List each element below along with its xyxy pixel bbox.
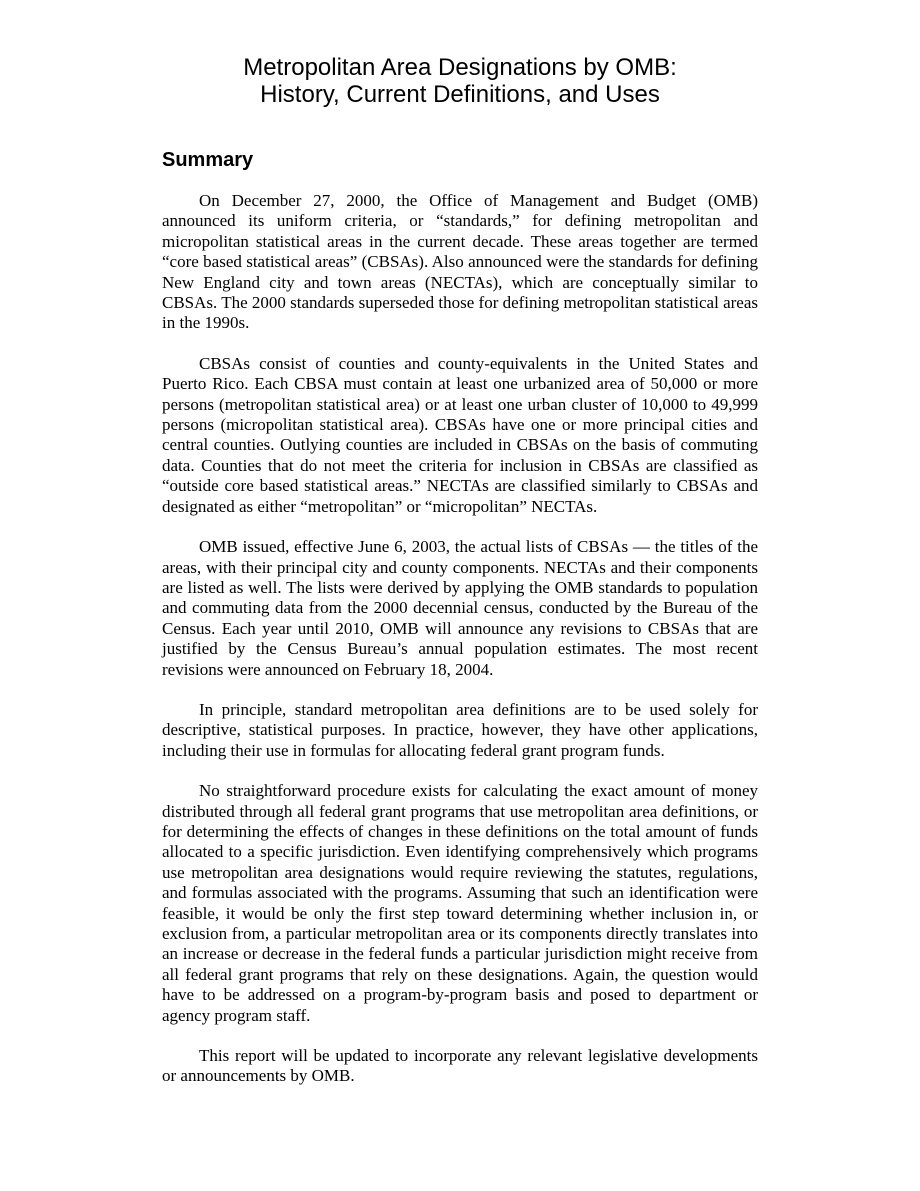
summary-paragraph-6: This report will be updated to incorporate any relevant legislative developments or announcements by OMB. <box>162 1046 758 1086</box>
summary-paragraph-4: In principle, standard metropolitan area definitions are to be used solely for descriptive, statistical purposes. In practice, however, they have other applications, including their use in formulas for allocating federal grant program funds. <box>162 699 758 760</box>
document-title <box>162 54 758 108</box>
title-line-2: History, Current Definitions, and Uses <box>260 81 660 108</box>
summary-paragraph-2: CBSAs consist of counties and county-equivalents in the United States and Puerto Rico. Each CBSA must contain at least one urbanized area of 50,000 or more persons (metropolitan statistical area) or at least one urban cluster of 10,000 to 49,999 persons (micropolitan statistical area). CBSAs have one or more principal cities and central counties. Outlying counties are included in CBSAs on the basis of commuting data. Counties that do not meet the criteria for inclusion in CBSAs are classified as “outside core based statistical areas.” NECTAs are classified similarly to CBSAs and designated as either “metropolitan” or “micropolitan” NECTAs. <box>162 353 758 516</box>
summary-paragraph-3: OMB issued, effective June 6, 2003, the actual lists of CBSAs — the titles of the areas, with their principal city and county components. NECTAs and their components are listed as well. The lists were derived by applying the OMB standards to population and commuting data from the 2000 decennial census, conducted by the Bureau of the Census. Each year until 2010, OMB will announce any revisions to CBSAs that are justified by the Census Bureau’s annual population estimates. The most recent revisions were announced on February 18, 2004. <box>162 537 758 679</box>
summary-paragraph-5: No straightforward procedure exists for calculating the exact amount of money distributed through all federal grant programs that use metropolitan area definitions, or for determining the effects of changes in these definitions on the total amount of funds allocated to a specific jurisdiction. Even identifying comprehensively which programs use metropolitan area designations would require reviewing the statutes, regulations, and formulas associated with the programs. Assuming that such an identification were feasible, it would be only the first step toward determining whether inclusion in, or exclusion from, a particular metropolitan area or its components directly translates into an increase or decrease in the federal funds a particular jurisdiction might receive from all federal grant programs that rely on these designations. Again, the question would have to be addressed on a program-by-program basis and posed to department or agency program staff. <box>162 781 758 1025</box>
title-line-1: Metropolitan Area Designations by OMB: <box>243 54 677 81</box>
document-page <box>162 54 758 1087</box>
summary-heading: Summary <box>162 149 254 171</box>
summary-paragraph-1: On December 27, 2000, the Office of Management and Budget (OMB) announced its uniform criteria, or “standards,” for defining metropolitan and micropolitan statistical areas in the current decade. These areas together are termed “core based statistical areas” (CBSAs). Also announced were the standards for defining New England city and town areas (NECTAs), which are conceptually similar to CBSAs. The 2000 standards superseded those for defining metropolitan statistical areas in the 1990s. <box>162 191 758 333</box>
